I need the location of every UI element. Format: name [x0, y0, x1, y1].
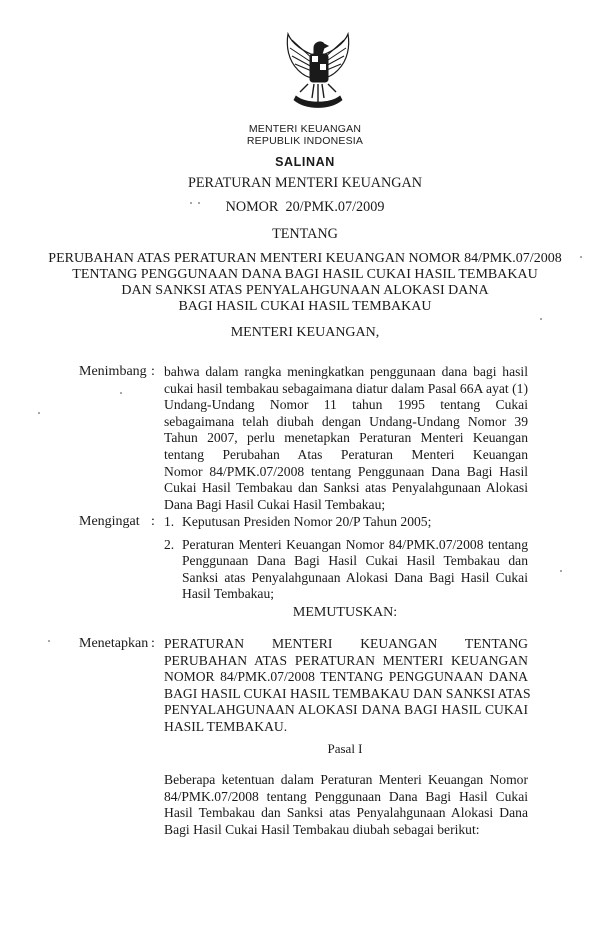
- country-name: REPUBLIK INDONESIA: [246, 135, 364, 147]
- scan-speck: [38, 412, 40, 414]
- scan-speck: [198, 202, 200, 204]
- text-line: HASIL TEMBAKAU.: [164, 718, 288, 734]
- text-line: tentang Perubahan Atas Peraturan Menteri Keuangan: [164, 446, 528, 462]
- text-line: Cukai Hasil Tembakau dan Sanksi atas Penyalahgunaan Alokasi: [164, 480, 528, 496]
- doc-type: PERATURAN MENTERI KEUANGAN: [187, 175, 423, 191]
- issuer-heading: MENTERI KEUANGAN,: [230, 325, 380, 340]
- mengingat-item: [164, 514, 528, 531]
- mengingat-list: [164, 514, 528, 603]
- doc-number: NOMOR 20/PMK.07/2009: [225, 199, 385, 215]
- text-line: Sanksi atas Penyalahgunaan Alokasi Dana Bagi Hasil Cukai: [182, 569, 528, 585]
- scan-speck: [190, 202, 192, 204]
- item-number: 2.: [164, 536, 175, 552]
- scan-speck: [48, 640, 50, 642]
- text-line: Nomor 84/PMK.07/2008 tentang Penggunaan Dana Bagi Hasil: [164, 463, 528, 479]
- mengingat-colon: :: [151, 514, 155, 529]
- menetapkan-text: [164, 636, 531, 736]
- scan-speck: [560, 570, 562, 572]
- text-line: PERATURAN MENTERI KEUANGAN TENTANG: [164, 636, 528, 651]
- text-line: cukai hasil tembakau sebagaimana diatur dalam Pasal 66A ayat (1): [164, 380, 528, 396]
- pasal-heading: Pasal I: [327, 741, 363, 756]
- text-line: Dana Bagi Hasil Cukai Hasil Tembakau;: [164, 496, 386, 512]
- mengingat-label: Mengingat: [79, 514, 140, 529]
- menimbang-label: Menimbang: [79, 364, 147, 379]
- text-line: PENYALAHGUNAAN ALOKASI DANA BAGI HASIL CUKAI: [164, 702, 528, 718]
- menimbang-text: [164, 364, 528, 513]
- text-line: BAGI HASIL CUKAI HASIL TEMBAKAU DAN SANKSI ATAS: [164, 685, 531, 701]
- title-line: TENTANG PENGGUNAAN DANA BAGI HASIL CUKAI HASIL TEMBAKAU: [72, 267, 538, 282]
- scan-speck: [540, 318, 542, 320]
- scan-speck: [120, 392, 122, 394]
- text-line: PERUBAHAN ATAS PERATURAN MENTERI KEUANGAN: [164, 652, 528, 668]
- garuda-emblem-icon: [278, 26, 358, 112]
- title-line: PERUBAHAN ATAS PERATURAN MENTERI KEUANGAN NOMOR 84/PMK.07/2008: [48, 251, 562, 266]
- mengingat-item: [164, 537, 528, 603]
- text-line: Beberapa ketentuan dalam Peraturan Menteri Keuangan Nomor: [164, 772, 528, 787]
- menetapkan-colon: :: [151, 636, 155, 651]
- copy-label: SALINAN: [275, 155, 335, 169]
- text-line: Undang-Undang Nomor 11 tahun 1995 tentang Cukai: [164, 397, 528, 413]
- text-line: Tahun 2007, perlu menetapkan Peraturan Menteri Keuangan: [164, 430, 528, 446]
- text-line: Hasil Tembakau;: [182, 586, 275, 602]
- item-number: 1.: [164, 514, 175, 529]
- text-line: Peraturan Menteri Keuangan Nomor 84/PMK.07/2008 tentang: [182, 536, 528, 552]
- text-line: NOMOR 84/PMK.07/2008 TENTANG PENGGUNAAN DANA: [164, 669, 528, 685]
- text-line: Keputusan Presiden Nomor 20/P Tahun 2005;: [182, 514, 432, 529]
- title-line: BAGI HASIL CUKAI HASIL TEMBAKAU: [178, 299, 432, 314]
- scan-speck: [580, 256, 582, 258]
- memutuskan-heading: MEMUTUSKAN:: [292, 605, 398, 620]
- text-line: Bagi Hasil Cukai Hasil Tembakau diubah sebagai berikut:: [164, 821, 480, 837]
- pasal-text: [164, 772, 528, 838]
- title-line: DAN SANKSI ATAS PENYALAHGUNAAN ALOKASI DANA: [121, 283, 489, 298]
- text-line: bahwa dalam rangka meningkatkan penggunaan dana bagi hasil: [164, 364, 528, 379]
- text-line: 84/PMK.07/2008 tentang Penggunaan Dana Bagi Hasil Cukai: [164, 788, 528, 804]
- text-line: Hasil Tembakau dan Sanksi atas Penyalahgunaan Alokasi Dana: [164, 805, 528, 821]
- about-label: TENTANG: [272, 226, 338, 242]
- menimbang-colon: :: [151, 364, 155, 379]
- ministry-title: MENTERI KEUANGAN: [248, 123, 362, 135]
- text-line: Penggunaan Dana Bagi Hasil Cukai Hasil Tembakau dan: [182, 553, 528, 569]
- menetapkan-label: Menetapkan: [79, 636, 149, 651]
- text-line: sebagaimana telah diubah dengan Undang-Undang Nomor 39: [164, 413, 528, 429]
